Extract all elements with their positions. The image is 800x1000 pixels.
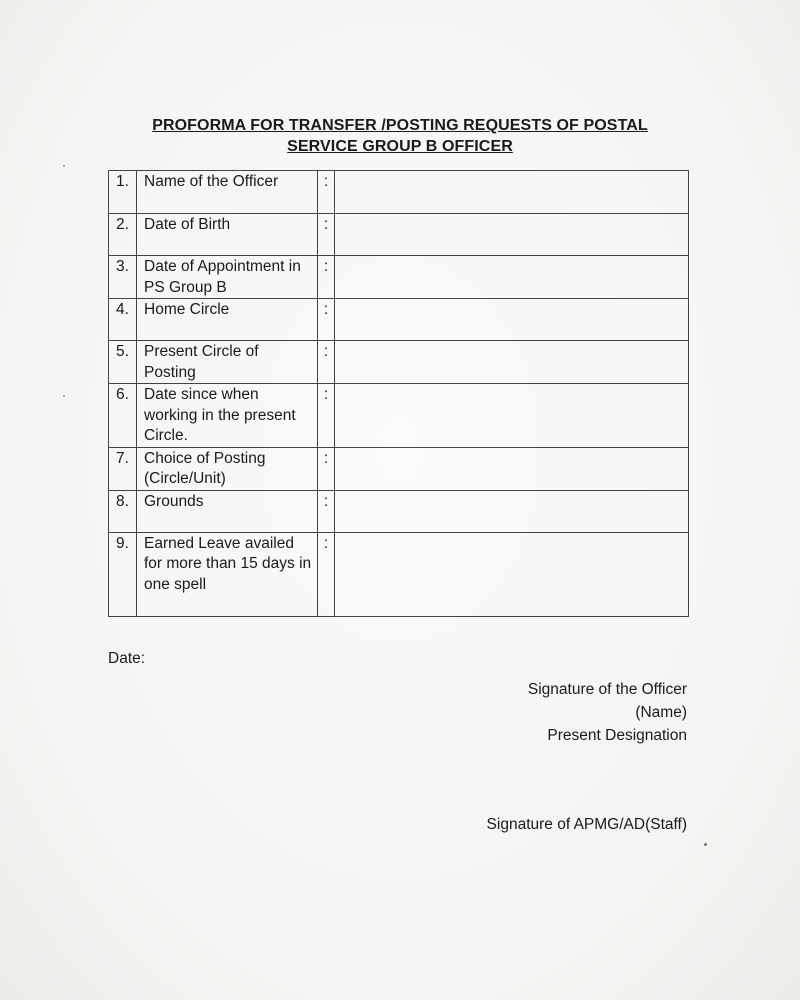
row-number: 4. xyxy=(109,299,137,341)
date-of-appointment-field[interactable] xyxy=(335,256,689,299)
row-separator: : xyxy=(318,532,335,616)
row-separator: : xyxy=(318,490,335,532)
row-label: Date since when working in the present Circle. xyxy=(137,384,318,448)
present-circle-field[interactable] xyxy=(335,341,689,384)
row-label: Choice of Posting (Circle/Unit) xyxy=(137,447,318,490)
row-number: 6. xyxy=(109,384,137,448)
present-designation-label: Present Designation xyxy=(547,727,687,744)
grounds-field[interactable] xyxy=(335,490,689,532)
row-number: 8. xyxy=(109,490,137,532)
proforma-table xyxy=(108,170,689,617)
row-separator: : xyxy=(318,214,335,256)
form-row-home-circle xyxy=(109,299,689,341)
form-row-grounds xyxy=(109,490,689,532)
scan-speck xyxy=(63,395,65,397)
row-label: Date of Appointment in PS Group B xyxy=(137,256,318,299)
form-title-line-2: SERVICE GROUP B OFFICER xyxy=(287,138,513,155)
form-row-date-since-working xyxy=(109,384,689,448)
form-row-officer-name xyxy=(109,171,689,214)
form-row-date-of-appointment xyxy=(109,256,689,299)
officer-name-field[interactable] xyxy=(335,171,689,214)
row-separator: : xyxy=(318,171,335,214)
row-label: Grounds xyxy=(137,490,318,532)
home-circle-field[interactable] xyxy=(335,299,689,341)
row-number: 3. xyxy=(109,256,137,299)
row-separator: : xyxy=(318,384,335,448)
date-label: Date: xyxy=(108,650,146,667)
officer-signature-label: Signature of the Officer xyxy=(527,681,687,698)
form-row-earned-leave xyxy=(109,532,689,616)
row-number: 9. xyxy=(109,532,137,616)
row-number: 2. xyxy=(109,214,137,256)
date-since-working-field[interactable] xyxy=(335,384,689,448)
row-separator: : xyxy=(318,299,335,341)
form-row-choice-of-posting xyxy=(109,447,689,490)
earned-leave-field[interactable] xyxy=(335,532,689,616)
row-number: 1. xyxy=(109,171,137,214)
row-label: Earned Leave availed for more than 15 days in one spell xyxy=(137,532,318,616)
form-row-present-circle xyxy=(109,341,689,384)
row-number: 5. xyxy=(109,341,137,384)
form-row-date-of-birth xyxy=(109,214,689,256)
scan-speck xyxy=(63,165,65,167)
row-separator: : xyxy=(318,341,335,384)
row-separator: : xyxy=(318,256,335,299)
form-title-line-1: PROFORMA FOR TRANSFER /POSTING REQUESTS OF POSTAL xyxy=(152,117,648,134)
row-label: Home Circle xyxy=(137,299,318,341)
choice-of-posting-field[interactable] xyxy=(335,447,689,490)
date-of-birth-field[interactable] xyxy=(335,214,689,256)
officer-name-label: (Name) xyxy=(635,704,687,721)
row-number: 7. xyxy=(109,447,137,490)
row-label: Date of Birth xyxy=(137,214,318,256)
row-label: Present Circle of Posting xyxy=(137,341,318,384)
scan-speck xyxy=(704,843,707,846)
row-separator: : xyxy=(318,447,335,490)
apmg-signature-label: Signature of APMG/AD(Staff) xyxy=(486,816,687,833)
row-label: Name of the Officer xyxy=(137,171,318,214)
